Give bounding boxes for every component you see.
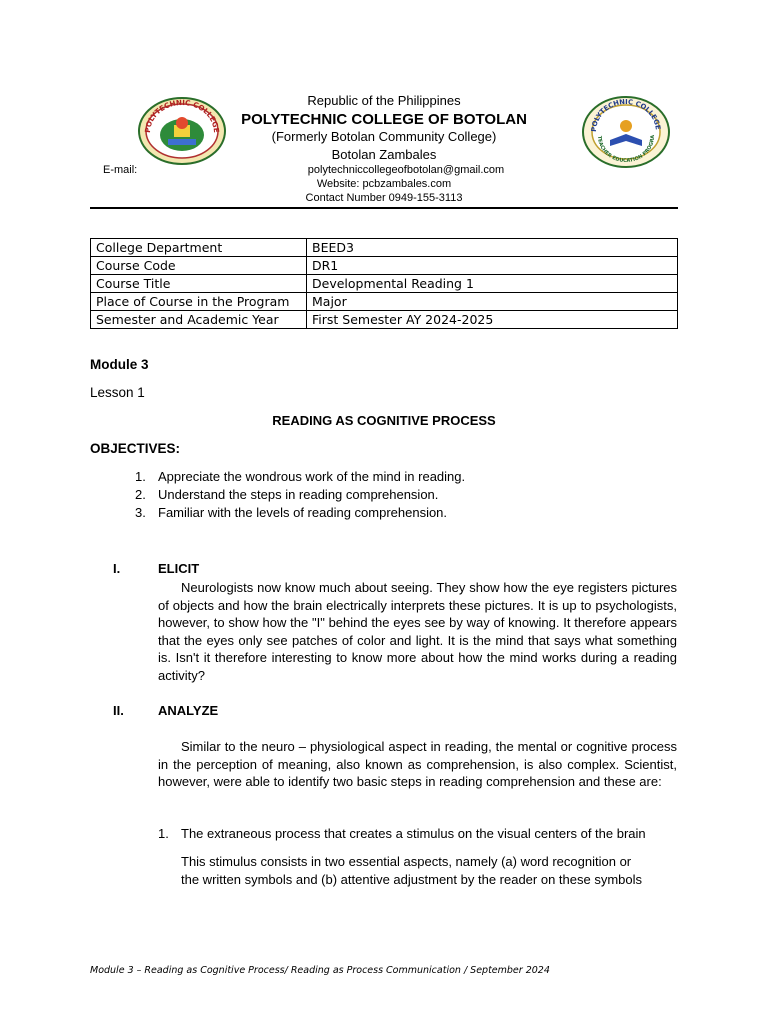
table-cell-label: College Department — [91, 239, 307, 257]
location-line: Botolan Zambales — [331, 147, 437, 162]
formerly-line: (Formerly Botolan Community College) — [271, 129, 497, 144]
page-footer: Module 3 – Reading as Cognitive Process/ Reading as Process Communication / September 2024 — [90, 965, 550, 976]
step-number: 1. — [158, 826, 169, 841]
table-cell-value: Developmental Reading 1 — [307, 275, 678, 293]
republic-line: Republic of the Philippines — [307, 93, 461, 108]
table-row — [91, 257, 678, 275]
module-heading: Module 3 — [90, 357, 149, 372]
svg-text:TEACHER EDUCATION PROGRAM: TEACHER EDUCATION PROGRA — [595, 134, 657, 165]
header-divider — [90, 207, 678, 209]
lesson-label: Lesson 1 — [90, 385, 145, 400]
course-info-table — [90, 238, 678, 329]
list-number: 1. — [135, 469, 146, 484]
analyze-paragraph: Similar to the neuro – physiological aspect in reading, the mental or cognitive process in the perception of meaning, also known as comprehension, is also complex. Scientist, however, were able to identify two basic steps in reading comprehension and these are: — [158, 739, 677, 789]
table-row — [91, 275, 678, 293]
email-address: polytechniccollegeofbotolan@gmail.com — [307, 164, 505, 176]
table-row — [91, 293, 678, 311]
table-row — [91, 239, 678, 257]
elicit-paragraph: Neurologists now know much about seeing. They show how the eye registers pictures of objects and how the brain electrically interprets these pictures. It is up to psychologists, however, to show how the "I" behind the eyes see by way of knowing. It therefore appears that the eyes only see patches of color and light. It is the mind that says what something is. Isn't it therefore interesting to know more about how the mind works during a reading activity? — [158, 580, 677, 683]
list-text: Understand the steps in reading comprehension. — [158, 487, 439, 502]
step-detail-line: This stimulus consists in two essential aspects, namely (a) word recognition or — [181, 854, 632, 869]
table-cell-value: DR1 — [307, 257, 678, 275]
step-text: The extraneous process that creates a stimulus on the visual centers of the brain — [181, 826, 646, 841]
table-cell-label: Course Code — [91, 257, 307, 275]
section-number: II. — [113, 703, 124, 718]
list-text: Familiar with the levels of reading comprehension. — [158, 505, 448, 520]
email-label: E-mail: — [103, 164, 138, 176]
objectives-heading: OBJECTIVES: — [90, 441, 181, 456]
table-cell-label: Place of Course in the Program — [91, 293, 307, 311]
list-item — [135, 469, 465, 484]
website-line: Website: pcbzambales.com — [316, 178, 452, 190]
svg-text:POLYTECHNIC COLLEGE OF BOTOLAN: POLYTECHNIC COLLEGE — [589, 97, 662, 133]
lesson-title: READING AS COGNITIVE PROCESS — [272, 413, 496, 428]
svg-text:POLYTECHNIC COLLEGE OF BOTOLAN: POLYTECHNIC COLLEGE — [142, 97, 222, 134]
table-cell-label: Semester and Academic Year — [91, 311, 307, 329]
table-cell-value: Major — [307, 293, 678, 311]
section-title-analyze: ANALYZE — [158, 703, 219, 718]
list-text: Appreciate the wondrous work of the mind in reading. — [158, 469, 466, 484]
section-title-elicit: ELICIT — [158, 561, 200, 576]
table-row — [91, 311, 678, 329]
table-cell-label: Course Title — [91, 275, 307, 293]
contact-line: Contact Number 0949-155-3113 — [305, 192, 463, 204]
list-item — [135, 505, 447, 520]
table-cell-value: First Semester AY 2024-2025 — [307, 311, 678, 329]
section-number: I. — [113, 561, 121, 576]
college-name: POLYTECHNIC COLLEGE OF BOTOLAN — [241, 111, 527, 128]
step-detail-line: the written symbols and (b) attentive adjustment by the reader on these symbols — [181, 872, 643, 887]
list-number: 2. — [135, 487, 146, 502]
list-number: 3. — [135, 505, 146, 520]
list-item — [135, 487, 438, 502]
table-cell-value: BEED3 — [307, 239, 678, 257]
